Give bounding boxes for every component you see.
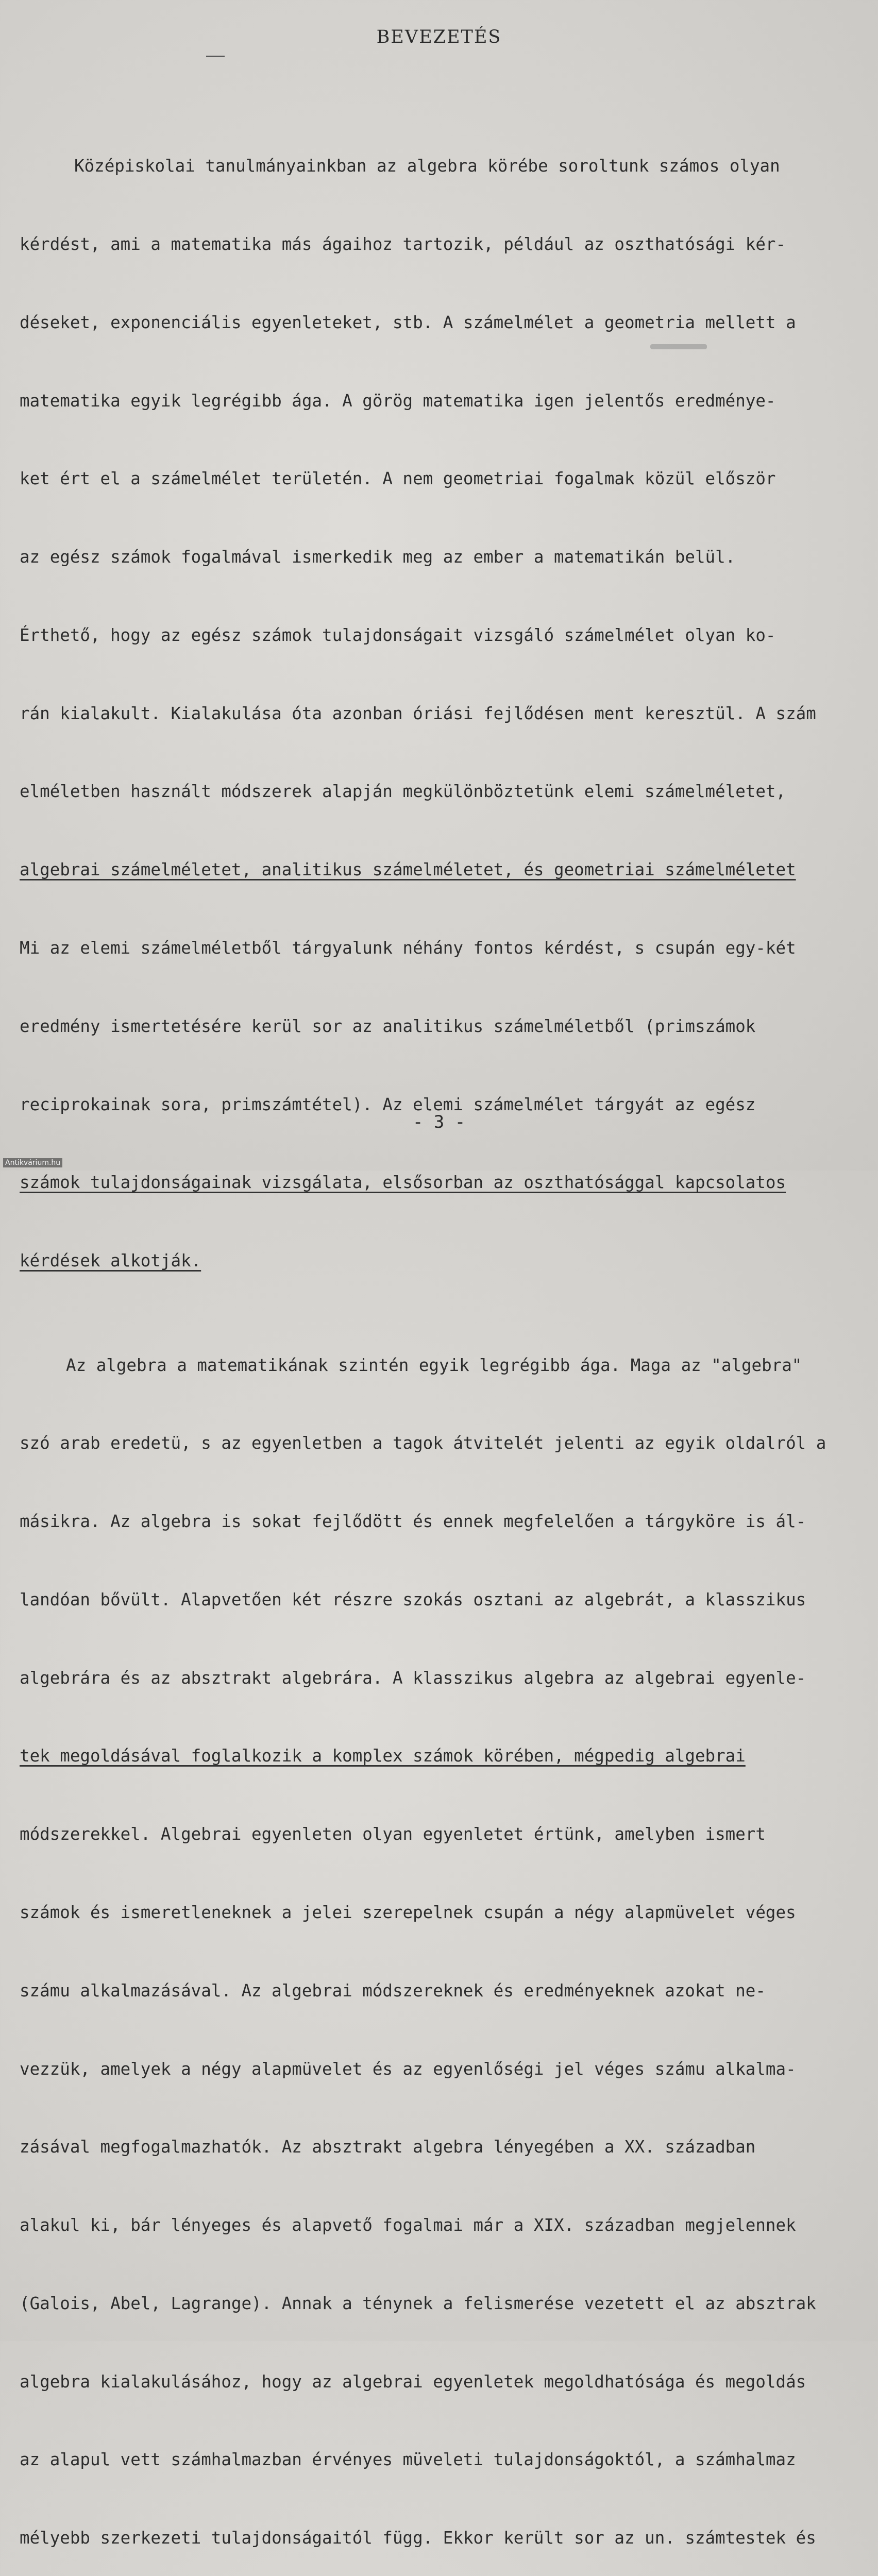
text-line: vezzük, amelyek a négy alapmüvelet és az egyenlőségi jel véges számu alkalma-: [20, 2059, 796, 2079]
text-line: az alapul vett számhalmazban érvényes müveleti tulajdonságoktól, a számhalmaz: [20, 2450, 796, 2470]
text-line: szó arab eredetü, s az egyenletben a tagok átvitelét jelenti az egyik oldalról a: [20, 1433, 826, 1453]
body-text: [20, 101, 875, 2576]
text-line: Az algebra a matematikának szintén egyik legrégibb ága. Maga az "algebra": [66, 1355, 802, 1375]
text-line-underlined: algebrai számelméletet, analitikus számelméletet, és geometriai számelméletet: [20, 860, 796, 880]
text-line-underlined: számok tulajdonságainak vizsgálata, elsősorban az oszthatósággal kapcsolatos: [20, 1173, 786, 1193]
text-line: elméletben használt módszerek alapján megkülönböztetünk elemi számelméletet,: [20, 782, 786, 802]
page-number: - 3 -: [412, 1112, 466, 1132]
text-line: rán kialakult. Kialakulása óta azonban óriási fejlődésen ment keresztül. A szám: [20, 703, 816, 723]
text-line: alakul ki, bár lényeges és alapvető fogalmai már a XIX. században megjelennek: [20, 2215, 796, 2235]
text-line: matematika egyik legrégibb ága. A görög matematika igen jelentős eredménye-: [20, 391, 776, 411]
text-line: másikra. Az algebra is sokat fejlődött és ennek megfelelően a tárgyköre is ál-: [20, 1512, 806, 1532]
text-line: déseket, exponenciális egyenleteket, stb. A számelmélet a geometria mellett a: [20, 312, 796, 332]
watermark: Antikvárium.hu: [3, 1158, 62, 1167]
text-line: reciprokainak sora, primszámtétel). Az elemi számelmélet tárgyát az egész: [20, 1094, 756, 1114]
text-line-underlined: kérdések alkotják.: [20, 1251, 201, 1271]
heading-dash: [206, 56, 225, 57]
text-line: módszerekkel. Algebrai egyenleten olyan egyenletet értünk, amelyben ismert: [20, 1824, 766, 1844]
text-line: Érthető, hogy az egész számok tulajdonságait vizsgáló számelmélet olyan ko-: [20, 625, 776, 645]
text-line-underlined: tek megoldásával foglalkozik a komplex számok körében, mégpedig algebrai: [20, 1746, 746, 1766]
text-line: Mi az elemi számelméletből tárgyalunk néhány fontos kérdést, s csupán egy-két: [20, 938, 796, 958]
text-line: Középiskolai tanulmányainkban az algebra körébe soroltunk számos olyan: [74, 156, 780, 176]
text-line: mélyebb szerkezeti tulajdonságaitól függ. Ekkor került sor az un. számtestek és: [20, 2528, 816, 2548]
text-line: ket ért el a számelmélet területén. A nem geometriai fogalmak közül először: [20, 469, 776, 489]
text-line: zásával megfogalmazhatók. Az absztrakt algebra lényegében a XX. században: [20, 2137, 756, 2157]
text-line: (Galois, Abel, Lagrange). Annak a ténynek a felismerése vezetett el az absztrak: [20, 2293, 816, 2313]
text-line: számu alkalmazásával. Az algebrai módszereknek és eredményeknek azokat ne-: [20, 1980, 766, 2001]
text-line: algebrára és az absztrakt algebrára. A klasszikus algebra az algebrai egyenle-: [20, 1668, 806, 1688]
text-line: számok és ismeretleneknek a jelei szerepelnek csupán a négy alapmüvelet véges: [20, 1902, 796, 1922]
text-line: kérdést, ami a matematika más ágaihoz tartozik, például az oszthatósági kér-: [20, 234, 786, 254]
text-line: az egész számok fogalmával ismerkedik meg az ember a matematikán belül.: [20, 547, 736, 567]
text-line: eredmény ismertetésére kerül sor az analitikus számelméletből (primszámok: [20, 1016, 756, 1036]
text-line: algebra kialakulásához, hogy az algebrai egyenletek megoldhatósága és megoldás: [20, 2371, 806, 2392]
text-line: landóan bővült. Alapvetően két részre szokás osztani az algebrát, a klasszikus: [20, 1589, 806, 1609]
page-heading: BEVEZETÉS: [376, 27, 502, 47]
